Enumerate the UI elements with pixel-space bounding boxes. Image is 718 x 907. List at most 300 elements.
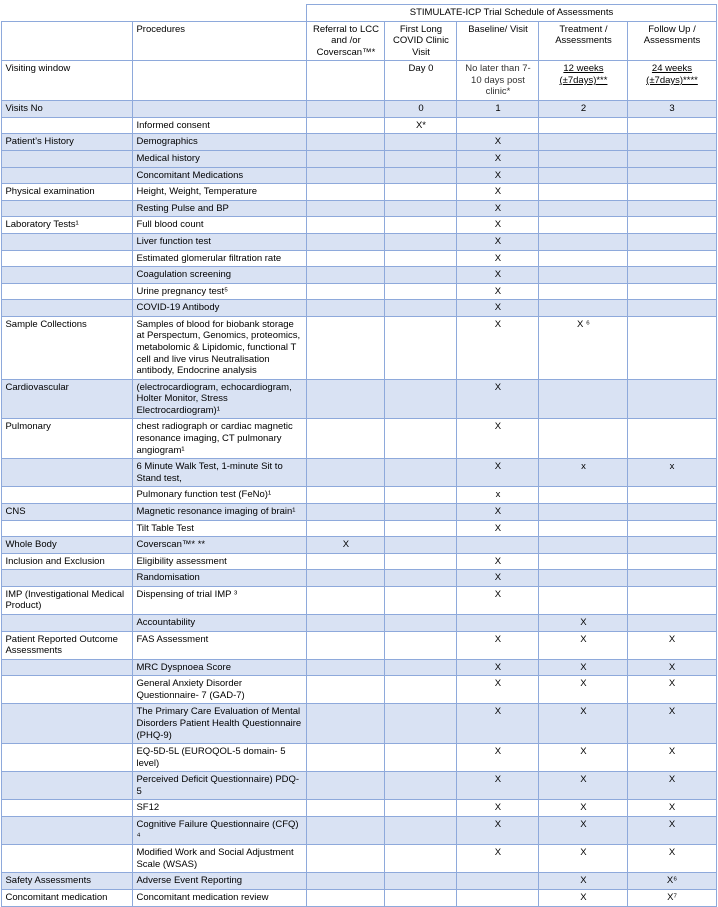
- row-baseline-mark: [457, 537, 539, 554]
- row-category: [2, 300, 133, 317]
- row-first-clinic-mark: [385, 267, 457, 284]
- row-baseline-mark: X: [457, 817, 539, 845]
- schedule-rows: [2, 117, 716, 906]
- row-baseline-mark: X: [457, 459, 539, 487]
- row-category: Concomitant medication: [2, 889, 133, 906]
- row-first-clinic-mark: [385, 537, 457, 554]
- table-row: [2, 200, 716, 217]
- row-category: Patient’s History: [2, 134, 133, 151]
- row-category: [2, 200, 133, 217]
- row-procedure: Pulmonary function test (FeNo)¹: [133, 487, 307, 504]
- visits-no-label: Visits No: [2, 101, 133, 118]
- table-row: [2, 800, 716, 817]
- header-followup-assessments: Follow Up / Assessments: [628, 21, 716, 61]
- visiting-window-baseline: No later than 7-10 days post clinic*: [457, 61, 539, 101]
- row-treatment-mark: [539, 300, 628, 317]
- row-followup-mark: [628, 586, 716, 614]
- row-baseline-mark: X: [457, 233, 539, 250]
- row-category: Inclusion and Exclusion: [2, 553, 133, 570]
- row-treatment-mark: [539, 379, 628, 419]
- row-followup-mark: [628, 184, 716, 201]
- row-followup-mark: [628, 487, 716, 504]
- row-referral-mark: [307, 134, 385, 151]
- row-followup-mark: X: [628, 817, 716, 845]
- row-procedure: MRC Dyspnoea Score: [133, 659, 307, 676]
- row-procedure: Height, Weight, Temperature: [133, 184, 307, 201]
- row-procedure: COVID-19 Antibody: [133, 300, 307, 317]
- row-first-clinic-mark: [385, 134, 457, 151]
- row-baseline-mark: X: [457, 800, 539, 817]
- row-baseline-mark: X: [457, 586, 539, 614]
- row-category: Safety Assessments: [2, 873, 133, 890]
- table-row: [2, 889, 716, 906]
- visits-no-referral: [307, 101, 385, 118]
- table-row: [2, 379, 716, 419]
- row-category: [2, 267, 133, 284]
- row-followup-mark: [628, 570, 716, 587]
- row-first-clinic-mark: [385, 167, 457, 184]
- row-referral-mark: [307, 873, 385, 890]
- row-first-clinic-mark: [385, 503, 457, 520]
- row-procedure: Medical history: [133, 151, 307, 168]
- title-spacer-left2: [133, 5, 307, 22]
- row-baseline-mark: X: [457, 520, 539, 537]
- row-referral-mark: [307, 184, 385, 201]
- row-category: [2, 614, 133, 631]
- row-referral-mark: [307, 283, 385, 300]
- table-row: [2, 873, 716, 890]
- row-first-clinic-mark: [385, 659, 457, 676]
- row-treatment-mark: [539, 134, 628, 151]
- visiting-window-label: Visiting window: [2, 61, 133, 101]
- table-row: [2, 217, 716, 234]
- row-treatment-mark: X: [539, 704, 628, 744]
- row-referral-mark: [307, 704, 385, 744]
- row-baseline-mark: X: [457, 676, 539, 704]
- row-category: [2, 167, 133, 184]
- row-followup-mark: X: [628, 704, 716, 744]
- row-treatment-mark: X: [539, 889, 628, 906]
- row-treatment-mark: X ⁶: [539, 316, 628, 379]
- row-treatment-mark: [539, 487, 628, 504]
- row-referral-mark: [307, 800, 385, 817]
- row-first-clinic-mark: [385, 704, 457, 744]
- row-treatment-mark: [539, 267, 628, 284]
- row-procedure: Concomitant Medications: [133, 167, 307, 184]
- table-row: [2, 134, 716, 151]
- header-first-clinic-visit: First Long COVID Clinic Visit: [385, 21, 457, 61]
- row-treatment-mark: [539, 283, 628, 300]
- row-treatment-mark: x: [539, 459, 628, 487]
- visits-no-treatment: 2: [539, 101, 628, 118]
- visits-no-procedure: [133, 101, 307, 118]
- row-category: [2, 659, 133, 676]
- row-procedure: Dispensing of trial IMP ³: [133, 586, 307, 614]
- table-row: [2, 117, 716, 134]
- row-referral-mark: [307, 267, 385, 284]
- row-treatment-mark: X: [539, 817, 628, 845]
- row-followup-mark: [628, 283, 716, 300]
- row-referral-mark: [307, 817, 385, 845]
- row-baseline-mark: [457, 614, 539, 631]
- row-category: Physical examination: [2, 184, 133, 201]
- row-baseline-mark: [457, 117, 539, 134]
- row-procedure: EQ-5D-5L (EUROQOL-5 domain- 5 level): [133, 744, 307, 772]
- row-procedure: FAS Assessment: [133, 631, 307, 659]
- row-referral-mark: [307, 614, 385, 631]
- table-row: [2, 233, 716, 250]
- schedule-table: [1, 4, 716, 907]
- row-referral-mark: X: [307, 537, 385, 554]
- document-title: STIMULATE-ICP Trial Schedule of Assessments: [307, 5, 716, 22]
- row-first-clinic-mark: [385, 316, 457, 379]
- row-treatment-mark: [539, 503, 628, 520]
- header-referral: Referral to LCC and /or Coverscan™*: [307, 21, 385, 61]
- row-treatment-mark: [539, 217, 628, 234]
- row-baseline-mark: X: [457, 659, 539, 676]
- row-referral-mark: [307, 520, 385, 537]
- table-row: [2, 520, 716, 537]
- row-first-clinic-mark: [385, 631, 457, 659]
- row-referral-mark: [307, 845, 385, 873]
- row-followup-mark: X⁷: [628, 889, 716, 906]
- table-row: [2, 537, 716, 554]
- row-followup-mark: [628, 267, 716, 284]
- row-treatment-mark: X: [539, 873, 628, 890]
- row-first-clinic-mark: [385, 379, 457, 419]
- row-baseline-mark: X: [457, 184, 539, 201]
- row-procedure: Urine pregnancy test⁵: [133, 283, 307, 300]
- visiting-window-procedure: [133, 61, 307, 101]
- row-followup-mark: X: [628, 631, 716, 659]
- row-followup-mark: [628, 614, 716, 631]
- row-followup-mark: X: [628, 845, 716, 873]
- row-followup-mark: X⁶: [628, 873, 716, 890]
- row-baseline-mark: X: [457, 134, 539, 151]
- table-row: [2, 151, 716, 168]
- table-row: [2, 659, 716, 676]
- row-baseline-mark: X: [457, 151, 539, 168]
- row-category: IMP (Investigational Medical Product): [2, 586, 133, 614]
- row-first-clinic-mark: [385, 845, 457, 873]
- row-first-clinic-mark: X*: [385, 117, 457, 134]
- row-first-clinic-mark: [385, 487, 457, 504]
- row-followup-mark: X: [628, 676, 716, 704]
- row-category: [2, 151, 133, 168]
- row-first-clinic-mark: [385, 520, 457, 537]
- row-procedure: Accountability: [133, 614, 307, 631]
- row-procedure: Coagulation screening: [133, 267, 307, 284]
- row-category: [2, 772, 133, 800]
- table-row: [2, 300, 716, 317]
- row-procedure: Magnetic resonance imaging of brain¹: [133, 503, 307, 520]
- row-referral-mark: [307, 570, 385, 587]
- row-procedure: Cognitive Failure Questionnaire (CFQ) ⁴: [133, 817, 307, 845]
- row-category: Laboratory Tests¹: [2, 217, 133, 234]
- row-first-clinic-mark: [385, 586, 457, 614]
- table-row: [2, 459, 716, 487]
- row-first-clinic-mark: [385, 419, 457, 459]
- table-row: [2, 817, 716, 845]
- table-row: [2, 250, 716, 267]
- row-first-clinic-mark: [385, 800, 457, 817]
- row-procedure: Informed consent: [133, 117, 307, 134]
- row-category: [2, 570, 133, 587]
- row-baseline-mark: X: [457, 553, 539, 570]
- row-baseline-mark: X: [457, 283, 539, 300]
- row-procedure: Modified Work and Social Adjustment Scale (WSAS): [133, 845, 307, 873]
- row-procedure: Resting Pulse and BP: [133, 200, 307, 217]
- row-treatment-mark: [539, 200, 628, 217]
- row-referral-mark: [307, 459, 385, 487]
- table-row: [2, 419, 716, 459]
- table-row: [2, 676, 716, 704]
- row-baseline-mark: X: [457, 300, 539, 317]
- row-category: CNS: [2, 503, 133, 520]
- table-row: [2, 631, 716, 659]
- row-referral-mark: [307, 487, 385, 504]
- row-treatment-mark: X: [539, 659, 628, 676]
- header-baseline-visit: Baseline/ Visit: [457, 21, 539, 61]
- row-baseline-mark: X: [457, 772, 539, 800]
- row-referral-mark: [307, 250, 385, 267]
- row-category: [2, 704, 133, 744]
- row-category: [2, 487, 133, 504]
- row-followup-mark: [628, 379, 716, 419]
- row-procedure: Tilt Table Test: [133, 520, 307, 537]
- row-treatment-mark: [539, 553, 628, 570]
- row-baseline-mark: X: [457, 200, 539, 217]
- row-baseline-mark: x: [457, 487, 539, 504]
- row-baseline-mark: X: [457, 744, 539, 772]
- row-procedure: (electrocardiogram, echocardiogram, Holter Monitor, Stress Electrocardiogram)¹: [133, 379, 307, 419]
- row-category: Cardiovascular: [2, 379, 133, 419]
- row-followup-mark: x: [628, 459, 716, 487]
- table-row: [2, 503, 716, 520]
- row-procedure: Eligibility assessment: [133, 553, 307, 570]
- table-header-row: [2, 21, 716, 61]
- row-followup-mark: [628, 316, 716, 379]
- row-baseline-mark: X: [457, 217, 539, 234]
- row-followup-mark: [628, 217, 716, 234]
- table-row: [2, 283, 716, 300]
- row-referral-mark: [307, 167, 385, 184]
- table-row: [2, 772, 716, 800]
- row-referral-mark: [307, 300, 385, 317]
- row-procedure: chest radiograph or cardiac magnetic resonance imaging, CT pulmonary angiogram¹: [133, 419, 307, 459]
- table-row: [2, 586, 716, 614]
- row-followup-mark: [628, 503, 716, 520]
- row-referral-mark: [307, 744, 385, 772]
- row-treatment-mark: [539, 419, 628, 459]
- row-followup-mark: [628, 300, 716, 317]
- row-referral-mark: [307, 659, 385, 676]
- row-first-clinic-mark: [385, 873, 457, 890]
- visiting-window-referral: [307, 61, 385, 101]
- visiting-window-treatment: 12 weeks (±7days)***: [539, 61, 628, 101]
- table-row: [2, 487, 716, 504]
- row-baseline-mark: X: [457, 503, 539, 520]
- row-followup-mark: [628, 553, 716, 570]
- row-first-clinic-mark: [385, 570, 457, 587]
- row-treatment-mark: X: [539, 676, 628, 704]
- row-treatment-mark: X: [539, 772, 628, 800]
- row-first-clinic-mark: [385, 250, 457, 267]
- row-followup-mark: [628, 200, 716, 217]
- row-followup-mark: [628, 250, 716, 267]
- row-followup-mark: [628, 520, 716, 537]
- row-first-clinic-mark: [385, 553, 457, 570]
- row-procedure: SF12: [133, 800, 307, 817]
- row-procedure: Samples of blood for biobank storage at Perspectum, Genomics, proteomics, metabolomic & Lipidomic, functional T cell and live virus Neutralisation antibody, Endocrine analysis: [133, 316, 307, 379]
- row-treatment-mark: X: [539, 631, 628, 659]
- table-row: [2, 553, 716, 570]
- row-first-clinic-mark: [385, 184, 457, 201]
- visiting-window-followup: 24 weeks (±7days)****: [628, 61, 716, 101]
- visits-no-row: [2, 101, 716, 118]
- row-procedure: Concomitant medication review: [133, 889, 307, 906]
- row-baseline-mark: X: [457, 167, 539, 184]
- table-row: [2, 614, 716, 631]
- row-procedure: Estimated glomerular filtration rate: [133, 250, 307, 267]
- row-referral-mark: [307, 631, 385, 659]
- row-baseline-mark: X: [457, 631, 539, 659]
- row-first-clinic-mark: [385, 614, 457, 631]
- row-followup-mark: X: [628, 772, 716, 800]
- visits-no-first-clinic: 0: [385, 101, 457, 118]
- row-procedure: Randomisation: [133, 570, 307, 587]
- row-treatment-mark: [539, 586, 628, 614]
- row-baseline-mark: X: [457, 316, 539, 379]
- row-category: [2, 845, 133, 873]
- row-procedure: Demographics: [133, 134, 307, 151]
- row-procedure: Full blood count: [133, 217, 307, 234]
- row-referral-mark: [307, 217, 385, 234]
- row-first-clinic-mark: [385, 889, 457, 906]
- row-baseline-mark: [457, 889, 539, 906]
- row-referral-mark: [307, 117, 385, 134]
- row-treatment-mark: X: [539, 744, 628, 772]
- table-row: [2, 845, 716, 873]
- row-treatment-mark: X: [539, 800, 628, 817]
- row-referral-mark: [307, 586, 385, 614]
- row-category: [2, 817, 133, 845]
- row-followup-mark: [628, 537, 716, 554]
- row-baseline-mark: X: [457, 250, 539, 267]
- row-followup-mark: X: [628, 744, 716, 772]
- row-treatment-mark: X: [539, 614, 628, 631]
- row-treatment-mark: [539, 151, 628, 168]
- row-category: [2, 520, 133, 537]
- row-referral-mark: [307, 200, 385, 217]
- row-treatment-mark: [539, 570, 628, 587]
- row-category: Sample Collections: [2, 316, 133, 379]
- header-category: [2, 21, 133, 61]
- row-baseline-mark: X: [457, 419, 539, 459]
- row-followup-mark: X: [628, 800, 716, 817]
- table-row: [2, 704, 716, 744]
- row-first-clinic-mark: [385, 744, 457, 772]
- visits-no-baseline: 1: [457, 101, 539, 118]
- table-row: [2, 316, 716, 379]
- row-referral-mark: [307, 379, 385, 419]
- table-row: [2, 167, 716, 184]
- row-first-clinic-mark: [385, 459, 457, 487]
- title-spacer-left: [2, 5, 133, 22]
- visiting-window-first-clinic: Day 0: [385, 61, 457, 101]
- row-baseline-mark: [457, 873, 539, 890]
- row-procedure: Perceived Deficit Questionnaire) PDQ-5: [133, 772, 307, 800]
- row-procedure: Coverscan™* **: [133, 537, 307, 554]
- row-category: [2, 800, 133, 817]
- row-first-clinic-mark: [385, 676, 457, 704]
- row-baseline-mark: X: [457, 845, 539, 873]
- row-category: Whole Body: [2, 537, 133, 554]
- row-referral-mark: [307, 772, 385, 800]
- row-category: [2, 744, 133, 772]
- row-followup-mark: [628, 167, 716, 184]
- row-category: [2, 233, 133, 250]
- row-treatment-mark: [539, 117, 628, 134]
- table-row: [2, 267, 716, 284]
- row-baseline-mark: X: [457, 379, 539, 419]
- row-baseline-mark: X: [457, 570, 539, 587]
- row-first-clinic-mark: [385, 200, 457, 217]
- row-referral-mark: [307, 676, 385, 704]
- row-first-clinic-mark: [385, 217, 457, 234]
- row-category: Patient Reported Outcome Assessments: [2, 631, 133, 659]
- table-title-row: [2, 5, 716, 22]
- table-row: [2, 744, 716, 772]
- row-followup-mark: [628, 151, 716, 168]
- row-category: [2, 117, 133, 134]
- visits-no-followup: 3: [628, 101, 716, 118]
- row-followup-mark: [628, 419, 716, 459]
- row-followup-mark: X: [628, 659, 716, 676]
- row-treatment-mark: [539, 167, 628, 184]
- row-procedure: 6 Minute Walk Test, 1-minute Sit to Stand test,: [133, 459, 307, 487]
- table-row: [2, 184, 716, 201]
- row-followup-mark: [628, 233, 716, 250]
- row-first-clinic-mark: [385, 283, 457, 300]
- row-first-clinic-mark: [385, 772, 457, 800]
- row-referral-mark: [307, 419, 385, 459]
- row-referral-mark: [307, 889, 385, 906]
- row-baseline-mark: X: [457, 267, 539, 284]
- row-treatment-mark: [539, 250, 628, 267]
- row-category: [2, 459, 133, 487]
- row-category: [2, 250, 133, 267]
- header-treatment-assessments: Treatment / Assessments: [539, 21, 628, 61]
- row-category: Pulmonary: [2, 419, 133, 459]
- row-first-clinic-mark: [385, 817, 457, 845]
- row-referral-mark: [307, 553, 385, 570]
- row-referral-mark: [307, 316, 385, 379]
- table-row: [2, 570, 716, 587]
- row-procedure: Adverse Event Reporting: [133, 873, 307, 890]
- row-procedure: Liver function test: [133, 233, 307, 250]
- row-followup-mark: [628, 117, 716, 134]
- header-procedures: Procedures: [133, 21, 307, 61]
- visiting-window-row: [2, 61, 716, 101]
- row-first-clinic-mark: [385, 151, 457, 168]
- row-procedure: The Primary Care Evaluation of Mental Disorders Patient Health Questionnaire (PHQ-9): [133, 704, 307, 744]
- row-first-clinic-mark: [385, 233, 457, 250]
- row-treatment-mark: [539, 537, 628, 554]
- row-treatment-mark: [539, 520, 628, 537]
- row-referral-mark: [307, 151, 385, 168]
- row-referral-mark: [307, 233, 385, 250]
